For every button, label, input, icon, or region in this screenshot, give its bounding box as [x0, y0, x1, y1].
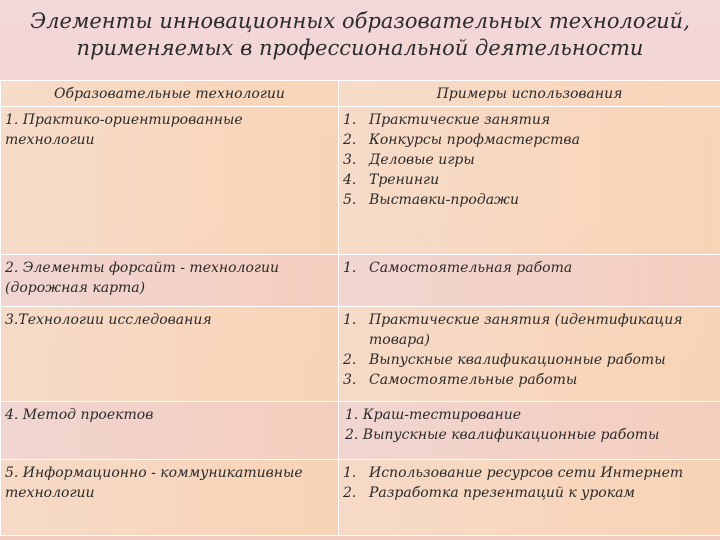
item-text: Тренинги — [369, 172, 440, 188]
list-item — [343, 310, 716, 350]
list-item — [343, 258, 716, 278]
table-header-row — [1, 81, 720, 107]
tech-cell: 1. Практико-ориентированные технологии — [1, 107, 339, 255]
item-text: Практические занятия — [369, 112, 551, 128]
item-text: Самостоятельные работы — [369, 372, 578, 388]
technologies-table — [0, 80, 720, 536]
item-number: 3. — [343, 372, 357, 388]
item-number: 4. — [343, 172, 357, 188]
examples-cell — [339, 107, 720, 255]
example-line: 2. Выпускные квалификационные работы — [345, 427, 660, 443]
list-item — [343, 110, 716, 130]
table-row — [1, 107, 720, 255]
list-item — [343, 190, 716, 210]
tech-cell: 5. Информационно - коммуникативные технологии — [1, 460, 339, 536]
list-item — [343, 370, 716, 390]
examples-list — [343, 110, 716, 210]
item-text: Самостоятельная работа — [369, 260, 573, 276]
item-text: Разработка презентаций к урокам — [369, 485, 636, 501]
list-item — [343, 130, 716, 150]
title-line-1: Элементы инновационных образовательных технологий, — [30, 9, 690, 33]
item-text: Деловые игры — [369, 152, 475, 168]
item-number: 1. — [343, 260, 357, 276]
item-number: 2. — [343, 132, 357, 148]
table-row — [1, 255, 720, 307]
header-examples: Примеры использования — [339, 81, 720, 107]
tech-cell: 4. Метод проектов — [1, 402, 339, 460]
item-number: 3. — [343, 152, 357, 168]
item-number: 1. — [343, 312, 357, 328]
examples-cell — [339, 255, 720, 307]
list-item — [343, 463, 716, 483]
list-item — [343, 350, 716, 370]
examples-cell — [339, 460, 720, 536]
title-line-2: применяемых в профессиональной деятельности — [76, 36, 644, 60]
examples-cell — [339, 307, 720, 402]
item-number: 1. — [343, 112, 357, 128]
item-text: Использование ресурсов сети Интернет — [369, 465, 684, 481]
example-line: 1. Краш-тестирование — [345, 407, 522, 423]
header-technologies: Образовательные технологии — [1, 81, 339, 107]
item-number: 5. — [343, 192, 357, 208]
list-item — [343, 150, 716, 170]
examples-list — [343, 258, 716, 278]
table-row — [1, 307, 720, 402]
tech-cell: 3.Технологии исследования — [1, 307, 339, 402]
item-number: 1. — [343, 465, 357, 481]
list-item — [343, 170, 716, 190]
examples-cell — [339, 402, 720, 460]
tech-cell: 2. Элементы форсайт - технологии (дорожная карта) — [1, 255, 339, 307]
slide-title — [0, 8, 720, 62]
examples-list — [343, 310, 716, 390]
item-text: Конкурсы профмастерства — [369, 132, 580, 148]
item-number: 2. — [343, 485, 357, 501]
table-row — [1, 460, 720, 536]
item-text: Выпускные квалификационные работы — [369, 352, 666, 368]
table-row — [1, 402, 720, 460]
item-number: 2. — [343, 352, 357, 368]
examples-list — [343, 463, 716, 503]
list-item — [343, 483, 716, 503]
item-text: Выставки-продажи — [369, 192, 519, 208]
item-text: Практические занятия (идентификация товара) — [369, 312, 683, 348]
